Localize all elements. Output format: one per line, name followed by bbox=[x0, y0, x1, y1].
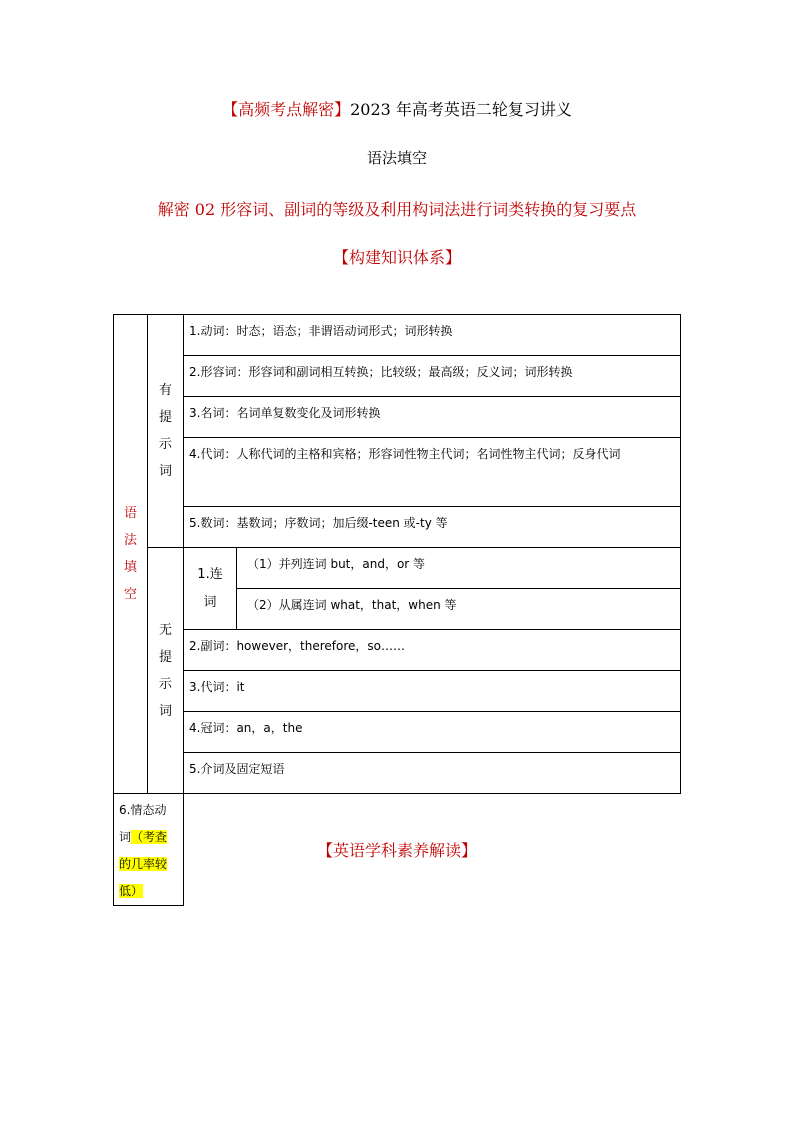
nohint-item-preposition: 5.介词及固定短语 bbox=[189, 762, 285, 776]
table-row bbox=[184, 356, 681, 397]
main-category-label: 语法填空 bbox=[123, 506, 137, 602]
modal-verb-highlight: （考查的几率较低） bbox=[119, 830, 168, 898]
hint-item-numeral: 5.数词：基数词；序数词；加后缀-teen 或-ty 等 bbox=[189, 516, 448, 530]
table-row bbox=[237, 589, 681, 630]
conjunction-label-line1: 1.连 bbox=[197, 566, 223, 582]
table-row bbox=[184, 671, 681, 712]
table-row bbox=[184, 753, 681, 794]
knowledge-system-heading: 【构建知识体系】 bbox=[332, 248, 461, 267]
table-row bbox=[184, 507, 681, 548]
hint-item-noun: 3.名词：名词单复数变化及词形转换 bbox=[189, 406, 381, 420]
modal-verb-text: 6.情态动词 bbox=[119, 803, 167, 844]
document-title bbox=[0, 97, 794, 120]
table-row bbox=[237, 548, 681, 589]
literacy-section-heading: 【英语学科素养解读】 bbox=[316, 841, 477, 860]
title-text: 2023 年高考英语二轮复习讲义 bbox=[350, 100, 572, 119]
nohint-item-article: 4.冠词：an，a，the bbox=[189, 721, 303, 735]
section-heading: 解密 02 形容词、副词的等级及利用构词法进行词类转换的复习要点 bbox=[157, 200, 637, 219]
knowledge-table bbox=[113, 314, 681, 906]
nohint-item-adverb: 2.副词：however，therefore，so…… bbox=[189, 639, 405, 653]
hint-group-label: 有提示词 bbox=[158, 383, 172, 479]
table-row bbox=[184, 712, 681, 753]
conjunction-label-cell bbox=[184, 548, 237, 630]
conj-item-coordinating: （1）并列连词 but，and，or 等 bbox=[247, 557, 426, 571]
conj-item-subordinating: （2）从属连词 what，that，when 等 bbox=[247, 598, 457, 612]
nohint-group-cell bbox=[148, 548, 184, 794]
conjunction-label-line2: 词 bbox=[203, 594, 217, 610]
hint-item-adjective: 2.形容词：形容词和副词相互转换；比较级；最高级；反义词；词形转换 bbox=[189, 365, 573, 379]
hint-group-cell bbox=[148, 315, 184, 548]
nohint-group-label: 无提示词 bbox=[158, 622, 172, 719]
nohint-item-pronoun: 3.代词：it bbox=[189, 680, 245, 694]
hint-item-pronoun: 4.代词：人称代词的主格和宾格；形容词性物主代词；名词性物主代词；反身代词 bbox=[189, 447, 621, 461]
document-subtitle: 语法填空 bbox=[366, 149, 427, 167]
table-row bbox=[184, 315, 681, 356]
title-bracket-tag: 【高频考点解密】 bbox=[222, 100, 351, 119]
table-row bbox=[184, 397, 681, 438]
main-category-cell bbox=[114, 315, 148, 794]
table-row bbox=[184, 438, 681, 507]
hint-item-verb: 1.动词：时态；语态；非谓语动词形式；词形转换 bbox=[189, 324, 453, 338]
table-row bbox=[184, 630, 681, 671]
